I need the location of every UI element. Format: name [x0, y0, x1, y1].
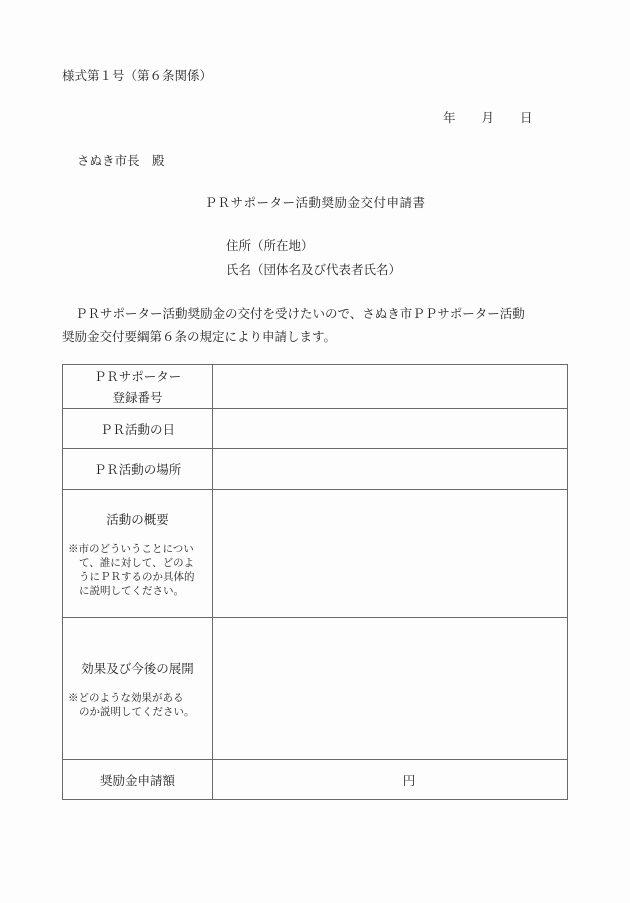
- date-year-label: 年: [443, 110, 456, 125]
- table-row-amount: [63, 760, 568, 800]
- statement-line-1: ＰＲサポーター活動奨励金の交付を受けたいので、さぬき市ＰＰサポーター活動: [75, 306, 525, 321]
- date-day-label: 日: [520, 110, 533, 125]
- effects-field[interactable]: [213, 618, 568, 760]
- table-row-activity-date: [63, 409, 568, 449]
- label-activity-place: ＰＲ活動の場所: [63, 449, 213, 490]
- activity-date-field[interactable]: [213, 409, 568, 449]
- date-month-label: 月: [481, 110, 495, 125]
- yen-unit: 円: [402, 772, 416, 788]
- effects-note: ※どのような効果がある のか説明してください。: [68, 692, 195, 718]
- label-amount: 奨励金申請額: [63, 760, 213, 800]
- table-row-registration-number: [63, 365, 568, 409]
- addressee: さぬき市長 殿: [77, 153, 165, 168]
- activity-place-field[interactable]: [213, 449, 568, 490]
- activity-summary-field[interactable]: [213, 490, 568, 618]
- application-statement: [62, 302, 572, 348]
- address-label: 住所（所在地）: [226, 238, 314, 253]
- table-row-effects: [63, 618, 568, 760]
- table-row-activity-summary: [63, 490, 568, 618]
- date-line: [443, 108, 533, 126]
- form-number: 様式第１号（第６条関係）: [62, 68, 213, 83]
- registration-number-field[interactable]: [213, 365, 568, 409]
- label-effects: 効果及び今後の展開 ※どのような効果がある のか説明してください。: [63, 618, 213, 760]
- application-table: [62, 364, 568, 800]
- amount-field[interactable]: [213, 760, 568, 800]
- statement-line-2: 奨励金交付要綱第６条の規定により申請します。: [62, 329, 337, 344]
- document-title: ＰＲサポーター活動奨励金交付申請書: [204, 195, 426, 210]
- name-label: 氏名（団体名及び代表者氏名）: [226, 262, 402, 277]
- label-registration-number: ＰＲサポーター 登録番号: [63, 365, 213, 409]
- activity-summary-note: ※市のどういうことについ て、誰に対して、どのよ うにＰＲするのか具体的 に説明してください。: [68, 543, 195, 597]
- label-activity-date: ＰＲ活動の日: [63, 409, 213, 449]
- table-row-activity-place: [63, 449, 568, 490]
- label-activity-summary: 活動の概要 ※市のどういうことについ て、誰に対して、どのよ うにＰＲするのか具体的 に説明してください。: [63, 490, 213, 618]
